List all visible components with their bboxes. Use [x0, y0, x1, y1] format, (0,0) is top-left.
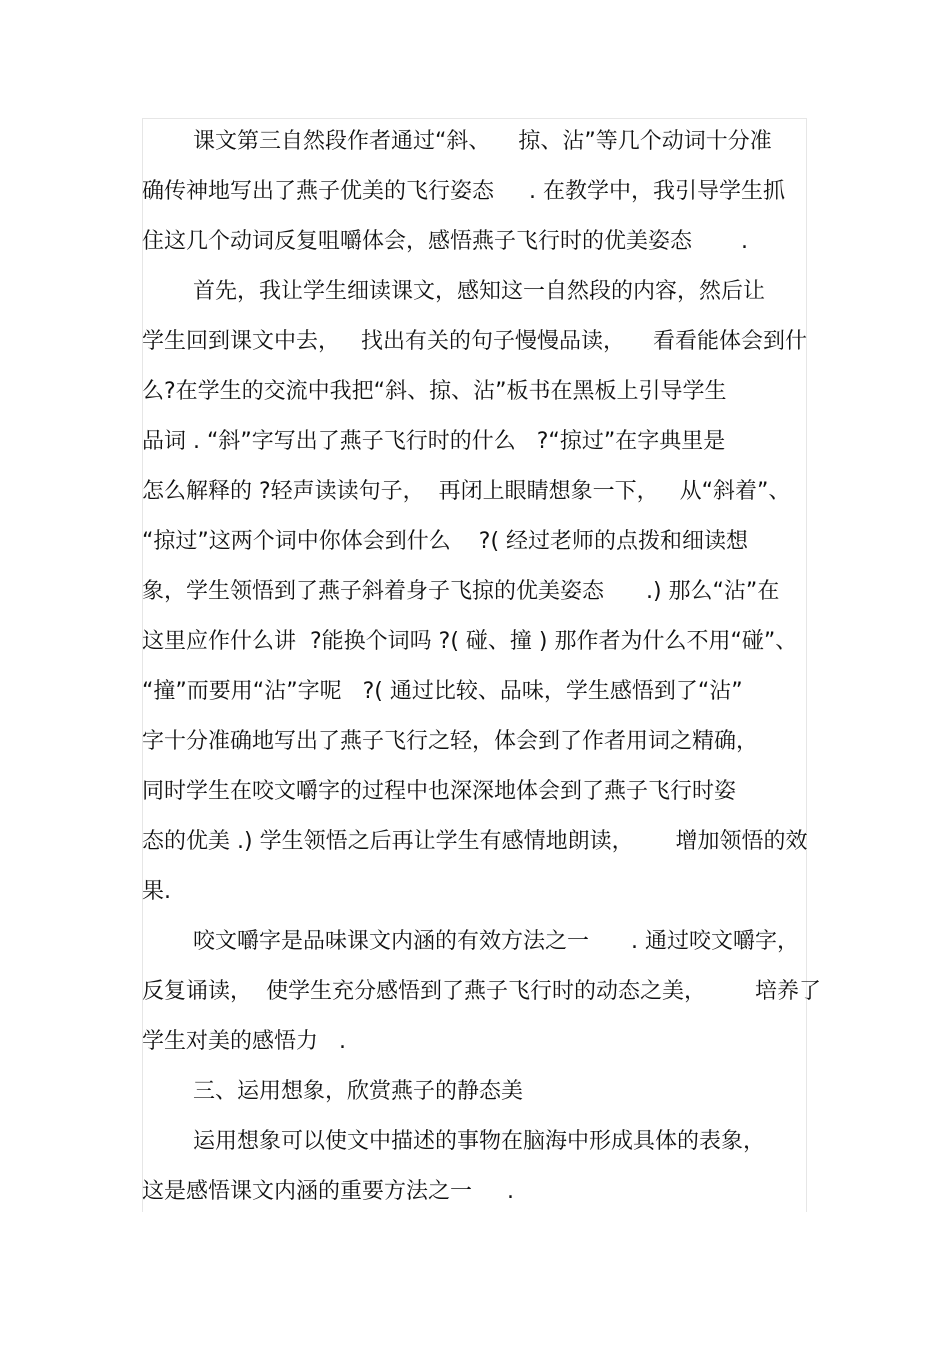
text-line: “掠过”这两个词中你体会到什么 ?( 经过老师的点拨和细读想	[142, 529, 749, 554]
text-line: 学生对美的感悟力 .	[142, 1029, 346, 1054]
text-line: 确传神地写出了燕子优美的飞行姿态 . 在教学中，我引导学生抓	[142, 179, 785, 204]
text-line: “撞”而要用“沾”字呢 ?( 通过比较、品味，学生感悟到了“沾”	[142, 679, 743, 704]
text-line: 果.	[142, 879, 171, 904]
frame-right-border	[806, 118, 807, 1212]
frame-top-border	[142, 118, 806, 119]
text-line: 首先，我让学生细读课文，感知这一自然段的内容，然后让	[193, 279, 766, 304]
text-line: 反复诵读， 使学生充分感悟到了燕子飞行时的动态之美， 培养了	[142, 979, 821, 1004]
text-line: 这是感悟课文内涵的重要方法之一 .	[142, 1179, 514, 1204]
text-line: 这里应作什么讲 ?能换个词吗 ?( 碰、撞 ) 那作者为什么不用“碰”、	[142, 629, 798, 654]
text-line: 运用想象可以使文中描述的事物在脑海中形成具体的表象，	[193, 1129, 766, 1154]
text-line: 课文第三自然段作者通过“斜、 掠、沾”等几个动词十分准	[193, 129, 772, 154]
text-line: 象，学生领悟到了燕子斜着身子飞掠的优美姿态 .) 那么“沾”在	[142, 579, 780, 604]
text-line: 么?在学生的交流中我把“斜、掠、沾”板书在黑板上引导学生	[142, 379, 727, 404]
section-heading: 三、运用想象，欣赏燕子的静态美	[193, 1079, 524, 1104]
text-line: 品词 . “斜”字写出了燕子飞行时的什么 ?“掠过”在字典里是	[142, 429, 726, 454]
text-line: 住这几个动词反复咀嚼体会，感悟燕子飞行时的优美姿态 .	[142, 229, 748, 254]
text-line: 学生回到课文中去， 找出有关的句子慢慢品读， 看看能体会到什	[142, 329, 807, 354]
text-line: 态的优美 .) 学生领悟之后再让学生有感情地朗读， 增加领悟的效	[142, 829, 808, 854]
text-line: 同时学生在咬文嚼字的过程中也深深地体会到了燕子飞行时姿	[142, 779, 737, 804]
text-line: 怎么解释的 ?轻声读读句子， 再闭上眼睛想象一下， 从“斜着”、	[142, 479, 791, 504]
text-line: 咬文嚼字是品味课文内涵的有效方法之一 . 通过咬文嚼字，	[193, 929, 799, 954]
text-line: 字十分准确地写出了燕子飞行之轻，体会到了作者用词之精确，	[142, 729, 759, 754]
